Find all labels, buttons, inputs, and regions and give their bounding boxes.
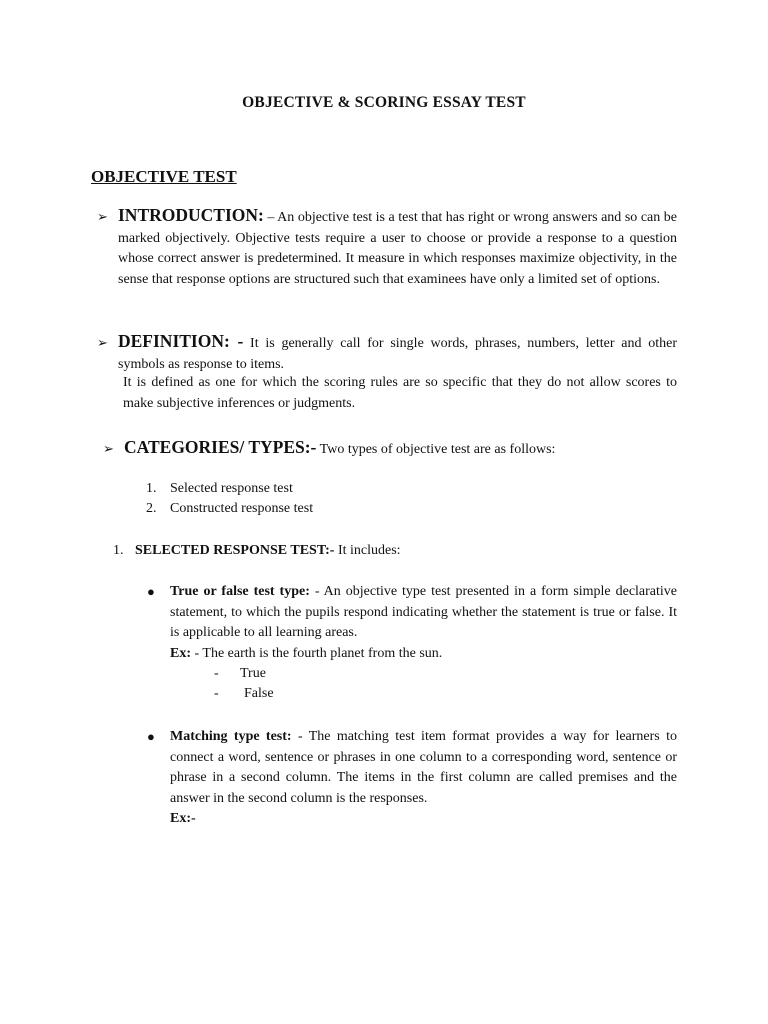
matching-example-label: Ex:- <box>170 811 196 826</box>
matching-label: Matching type test: <box>170 729 292 744</box>
true-false-paragraph <box>170 582 677 644</box>
introduction-label: INTRODUCTION: <box>118 205 264 225</box>
definition-paragraph <box>118 331 677 375</box>
example-line <box>170 644 442 665</box>
list-item-text: Constructed response test <box>170 501 314 516</box>
subsection-heading <box>135 541 401 562</box>
document-title: OBJECTIVE & SCORING ESSAY TEST <box>242 94 526 111</box>
introduction-dash: – <box>267 210 275 225</box>
list-item-number: 2. <box>146 501 157 516</box>
section-heading: OBJECTIVE TEST <box>91 167 237 186</box>
option-false: False <box>244 686 274 701</box>
list-item <box>146 499 157 520</box>
true-false-text: - An objective type test presented in a form simple declarative statement, to which the pupils respond indicating whether the statement is true or false. It is applicable to all learning areas. <box>170 584 678 641</box>
definition-text: It is generally call for single words, phrases, numbers, letter and other symbols as response to items. <box>118 336 677 372</box>
option-dash: - <box>214 666 219 681</box>
true-false-label: True or false test type: <box>170 584 310 599</box>
selected-response-text: It includes: <box>337 543 401 558</box>
option-dash: - <box>214 686 219 701</box>
subsection-number: 1. <box>113 543 124 558</box>
arrow-bullet-icon: ➢ <box>97 335 108 350</box>
list-item-text: Selected response test <box>170 481 293 496</box>
introduction-paragraph <box>118 205 677 290</box>
arrow-bullet-icon: ➢ <box>97 209 108 224</box>
categories-paragraph <box>124 437 677 461</box>
example-label: Ex: <box>170 646 191 661</box>
bullet-dot-icon: ● <box>147 584 155 599</box>
matching-paragraph <box>170 727 677 809</box>
definition-text-2: It is defined as one for which the scoring rules are so specific that they do not allow scores to make subjective inferences or judgments. <box>123 375 677 411</box>
introduction-text: An objective test is a test that has right or wrong answers and so can be marked objectively. Objective tests require a user to choose or provide a response to a question whose correct answer is predetermined. It measure in which responses maximize objectivity, in the sense that response options are structured such that examinees have only a limited set of options. <box>118 210 677 287</box>
matching-text: - The matching test item format provides a way for learners to connect a word, sentence or phrases in one column to a corresponding word, sentence or phrase in a second column. The items in the first column are called premises and the answer in the second column is the responses. <box>170 729 677 806</box>
categories-label: CATEGORIES/ TYPES:- <box>124 437 317 457</box>
list-item <box>146 479 157 500</box>
categories-text: Two types of objective test are as follows: <box>319 442 556 457</box>
arrow-bullet-icon: ➢ <box>103 441 114 456</box>
option-true: True <box>240 666 266 681</box>
list-item-number: 1. <box>146 481 157 496</box>
selected-response-label: SELECTED RESPONSE TEST:- <box>135 543 335 558</box>
example-text: - The earth is the fourth planet from the sun. <box>194 646 443 661</box>
definition-label: DEFINITION: - <box>118 331 244 351</box>
bullet-dot-icon: ● <box>147 729 155 744</box>
